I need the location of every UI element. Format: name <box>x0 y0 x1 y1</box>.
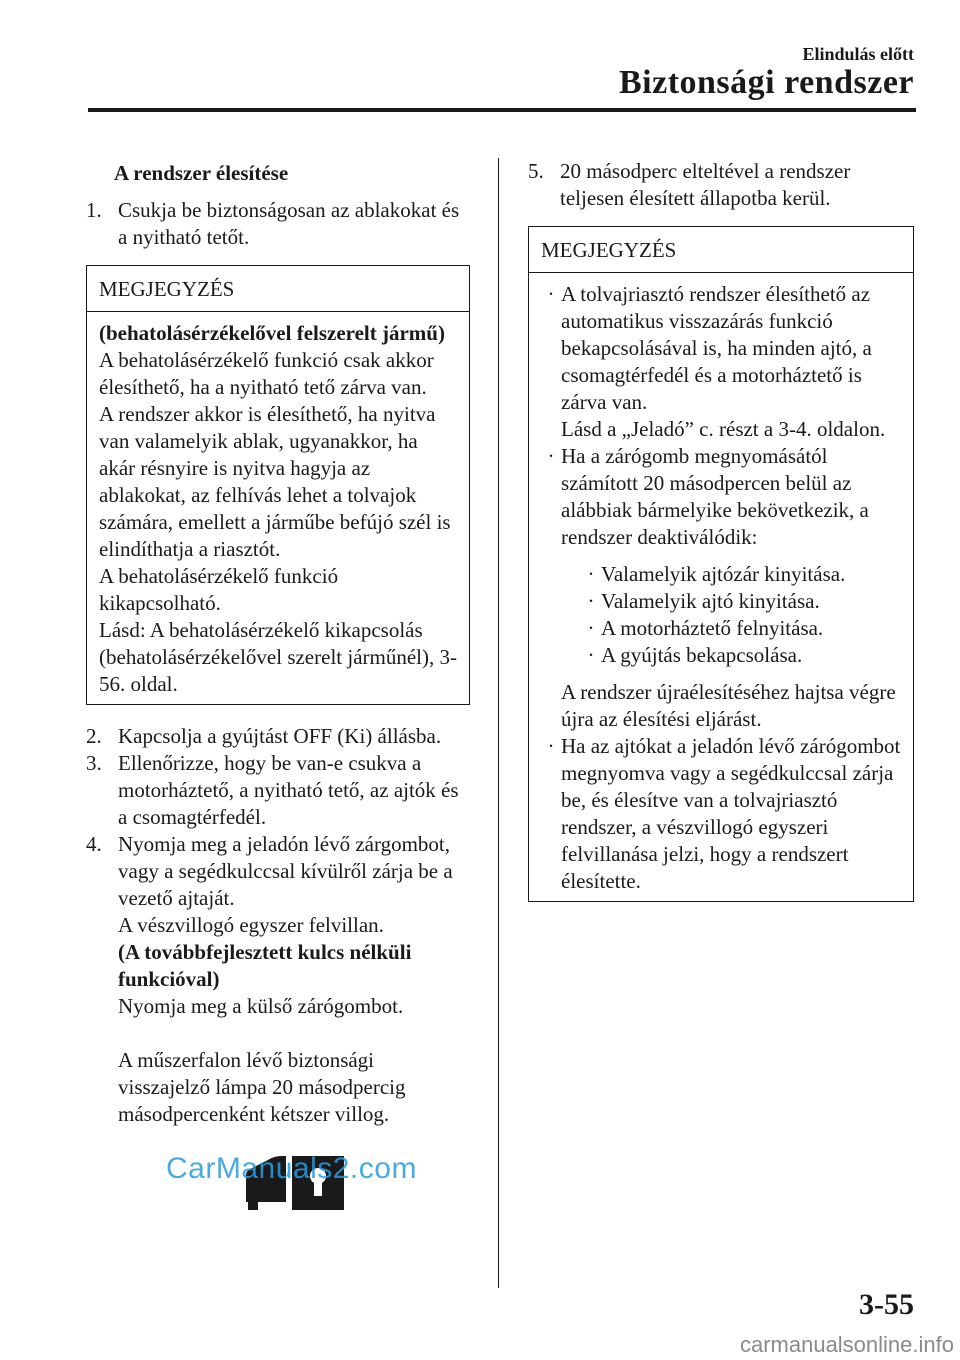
sub-bullet-text: Valamelyik ajtó kinyitása. <box>601 589 820 613</box>
note-paragraph: A rendszer akkor is élesíthető, ha nyitva van valamelyik ablak, ugyanakkor, ha akár résnyire is nyitva hagyja az ablakokat, az felhívás lehet a tolvajok számára, emellett a járműbe befújó szél is elindíthatja a riasztót. <box>99 402 451 561</box>
section-heading: A rendszer élesítése <box>114 161 289 185</box>
note-body <box>87 312 469 704</box>
note-box-intrusion <box>86 265 470 705</box>
step-number: 5. <box>528 159 544 183</box>
step-number: 4. <box>86 832 102 856</box>
footer-site-link[interactable]: carmanualsonline.info <box>739 1332 954 1357</box>
step-2 <box>86 723 470 750</box>
bullet-dot-icon: · <box>547 734 555 758</box>
step-text: Csukja be biztonságosan az ablakokat és a nyitható tetőt. <box>118 198 460 249</box>
step-3 <box>86 750 470 831</box>
watermark: CarManuals2.com <box>166 1152 417 1185</box>
right-column <box>528 158 914 920</box>
note-paragraph: A behatolásérzékelő funkció kikapcsolható. <box>99 564 339 615</box>
sub-bullet <box>581 561 901 588</box>
note-bullet <box>541 443 901 733</box>
step-number: 1. <box>86 198 102 222</box>
bullet-reference: Lásd a „Jeladó” c. részt a 3-4. oldalon. <box>561 417 886 441</box>
header-section-label: Elindulás előtt <box>802 44 914 64</box>
sub-bullet-text: Valamelyik ajtózár kinyitása. <box>601 562 846 586</box>
note-bullet <box>541 281 901 443</box>
bullet-dot-icon: · <box>587 562 595 586</box>
sub-bullet <box>581 588 901 615</box>
sub-bullet <box>581 615 901 642</box>
bullet-dot-icon: · <box>547 444 555 468</box>
note-paragraph: Lásd: A behatolásérzékelő kikapcsolás (behatolásérzékelővel szerelt járműnél), 3-56. oldal. <box>99 618 457 696</box>
sub-bullet-list <box>581 561 901 669</box>
bullet-text: A tolvajriasztó rendszer élesíthető az automatikus visszazárás funkció bekapcsolásával is, ha minden ajtó, a csomagtérfedél és a motorháztető is zárva van. <box>561 282 872 414</box>
sub-bullet-text: A gyújtás bekapcsolása. <box>601 643 803 667</box>
step-number: 2. <box>86 724 102 748</box>
bullet-dot-icon: · <box>587 616 595 640</box>
bullet-dot-icon: · <box>587 589 595 613</box>
step-text: Ellenőrizze, hogy be van-e csukva a motorháztető, a nyitható tető, az ajtók és a csomagtérfedél. <box>118 751 459 829</box>
sub-bullet-text: A motorháztető felnyitása. <box>601 616 824 640</box>
note-paragraph: A behatolásérzékelő funkció csak akkor élesíthető, ha a nyitható tető zárva van. <box>99 348 434 399</box>
bullet-text: A rendszer újraélesítéséhez hajtsa végre újra az élesítési eljárást. <box>561 680 896 731</box>
column-divider <box>498 158 499 1288</box>
step-subheading: (A továbbfejlesztett kulcs nélküli funkcióval) <box>118 940 412 991</box>
left-column <box>86 158 470 1210</box>
note-heading: MEGJEGYZÉS <box>529 227 913 273</box>
step-number: 3. <box>86 751 102 775</box>
page-title: Biztonsági rendszer <box>618 64 914 101</box>
step-indicator-text: A műszerfalon lévő biztonsági visszajelző lámpa 20 másodpercig másodpercenként kétszer villog. <box>118 1048 406 1126</box>
bullet-dot-icon: · <box>547 282 555 306</box>
note-box-general <box>528 226 914 902</box>
step-flash-text: A vészvillogó egyszer felvillan. <box>118 913 384 937</box>
step-text: Kapcsolja a gyújtást OFF (Ki) állásba. <box>118 724 442 748</box>
note-subheading: (behatolásérzékelővel felszerelt jármű) <box>99 321 445 345</box>
bullet-dot-icon: · <box>587 643 595 667</box>
note-bullet <box>541 733 901 895</box>
bullet-text: Ha a zárógomb megnyomásától számított 20 másodpercen belül az alábbiak bármelyike bekövetkezik, a rendszer deaktiválódik: <box>561 444 869 549</box>
step-5 <box>528 158 914 212</box>
bullet-text: Ha az ajtókat a jeladón lévő zárógombot megnyomva vagy a segédkulccsal zárja be, és élesítve van a tolvajriasztó rendszer, a vészvillogó egyszeri felvillanása jelzi, hogy a rendszert élesítette. <box>561 734 901 893</box>
page-number: 3-55 <box>859 1288 914 1321</box>
step-text: 20 másodperc elteltével a rendszer teljesen élesített állapotba kerül. <box>560 159 851 210</box>
step-1 <box>86 197 470 251</box>
note-heading: MEGJEGYZÉS <box>87 266 469 312</box>
step-press-text: Nyomja meg a külső zárógombot. <box>118 994 404 1018</box>
sub-bullet <box>581 642 901 669</box>
step-text: Nyomja meg a jeladón lévő zárgombot, vagy a segédkulccsal kívülről zárja be a vezető ajtaját. <box>118 832 453 910</box>
note-body <box>529 273 913 901</box>
header-rule <box>88 108 916 112</box>
